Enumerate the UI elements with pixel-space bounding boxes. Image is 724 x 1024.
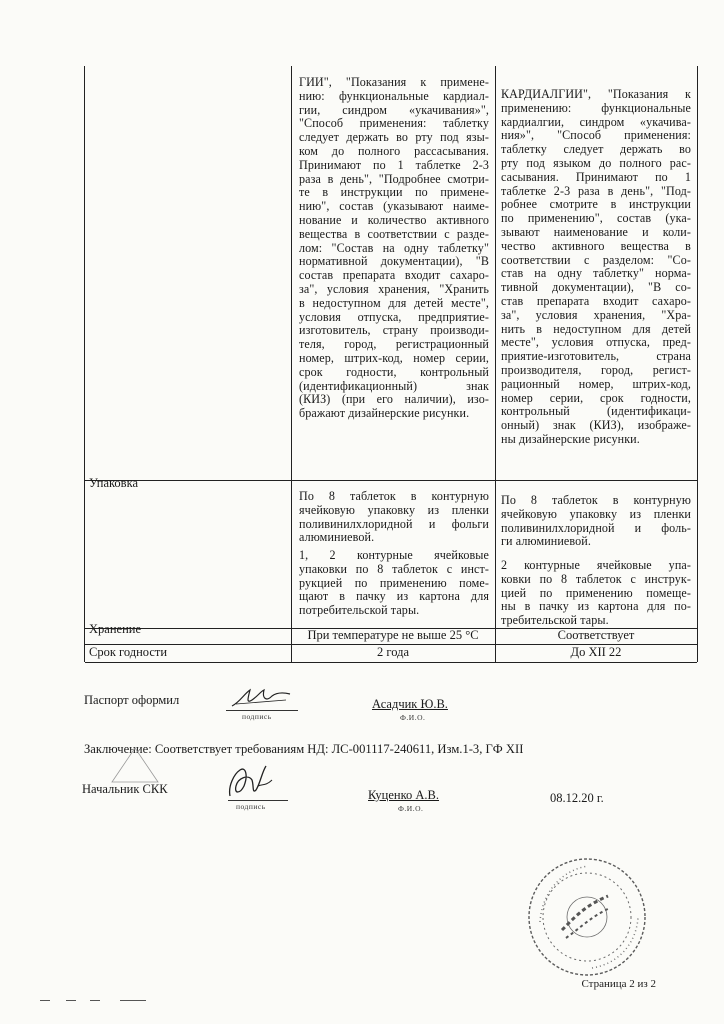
text-line: месте", условия отпуска, пред- [501, 335, 691, 350]
packaging-spec-paragraph-1 [299, 490, 489, 545]
text-line: кардиалгии, синдром «укачива- [501, 114, 691, 129]
text-line: таблетке 2-3 раза в день", "Под- [501, 183, 691, 198]
text-line: теля, город, регистрационный [299, 337, 489, 352]
table-row-divider [85, 480, 697, 481]
text-line: ком до полного рассасывания. [299, 143, 489, 158]
text-line: 1, 2 контурные ячейковые [299, 548, 489, 562]
text-line: следует держать во рту под язы- [299, 130, 489, 145]
text-line: номер, штрих-код, номер серии, [299, 350, 489, 365]
text-line: поливинилхлоридной и фольги [299, 516, 489, 531]
specification-table [84, 66, 698, 662]
text-line: гии, синдром «укачивания»", [299, 102, 489, 117]
packaging-label: Упаковка [89, 476, 139, 490]
text-line: нормативной документации), "В [299, 254, 489, 269]
labeling-spec-text [299, 76, 489, 421]
text-line: тивной документации), "В со- [501, 280, 691, 295]
passport-signature [226, 684, 296, 712]
text-line: потребительской тары. [299, 603, 420, 618]
text-line: лом: "Состав на одну таблетку" [299, 240, 489, 255]
passport-signature-caption: подпись [242, 712, 272, 721]
round-stamp [522, 852, 652, 982]
text-line: изготовитель, страну производи- [299, 323, 489, 338]
shelf-life-spec: 2 года [377, 645, 409, 659]
text-line: поливинилхлоридной и фоль- [501, 520, 691, 535]
text-line: "Способ применения: таблетку [299, 116, 489, 131]
conclusion-text: Заключение: Соответствует требованиям НД: ЛС-001117-240611, Изм.1-3, ГФ XII [84, 742, 524, 756]
text-line: номер серии, срок годности, [501, 390, 691, 405]
text-line: 2 контурные ячейковые упа- [501, 558, 691, 572]
passport-name-caption: Ф.И.О. [400, 713, 426, 722]
text-line: По 8 таблеток в контурную [501, 493, 691, 507]
text-line: таблетку следует держать во [501, 142, 691, 157]
text-line: соответствии с разделом: "Со- [501, 252, 691, 267]
text-line: рукцией по применению поме- [299, 575, 489, 590]
text-line: ГИИ", "Показания к примене- [299, 75, 489, 89]
text-line: контрольный (идентификаци- [501, 404, 691, 419]
text-line: приятие-изготовитель, страна [501, 349, 691, 364]
text-line: чество активного вещества в [501, 238, 691, 253]
passport-name: Асадчик Ю.В. [372, 697, 448, 711]
faint-stamp-triangle [108, 744, 162, 786]
storage-label: Хранение [89, 622, 141, 636]
text-line: По 8 таблеток в контурную [299, 489, 489, 503]
text-line: срок годности, контрольный [299, 364, 489, 379]
table-row-divider [85, 662, 697, 663]
head-signature [222, 756, 284, 804]
text-line: Принимают по 1 таблетке 2-3 [299, 157, 489, 172]
scan-mark [90, 1000, 100, 1001]
text-line: по применению", состав (ука- [501, 211, 691, 226]
text-line: те в инструкции по примене- [299, 185, 489, 200]
passport-signature-line [226, 710, 298, 711]
text-line: робнее смотрите в инструкции [501, 197, 691, 212]
labeling-actual-text [501, 88, 691, 447]
head-name: Куценко А.В. [368, 788, 440, 802]
text-line: ги алюминиевой. [501, 534, 591, 549]
text-line: (идентификационный) знак [299, 378, 489, 393]
text-line: сасывания. Принимают по 1 [501, 169, 691, 184]
head-name-caption: Ф.И.О. [398, 804, 424, 813]
text-line: став на одну таблетку" норма- [501, 266, 691, 281]
scan-mark [40, 1000, 50, 1001]
text-line: в недоступном для детей месте", [299, 295, 489, 310]
text-line: состав препарата входит сахаро- [299, 268, 489, 283]
text-line: КАРДИАЛГИИ", "Показания к [501, 87, 691, 101]
text-line: требительской тары. [501, 613, 609, 628]
storage-actual: Соответствует [557, 628, 635, 642]
head-signature-line [228, 800, 288, 801]
table-column-divider [495, 66, 496, 662]
scan-mark [66, 1000, 76, 1001]
packaging-actual-paragraph-1 [501, 494, 691, 549]
text-line: ния»", "Способ применения: [501, 128, 691, 143]
text-line: нование и количество активного [299, 212, 489, 227]
text-line: применению: функциональные [501, 100, 691, 115]
text-line: ны в пачку из картона для по- [501, 599, 691, 614]
packaging-actual-paragraph-2 [501, 559, 691, 628]
text-line: ковки по 8 таблеток с инструк- [501, 571, 691, 586]
text-line: рационный номер, штрих-код, [501, 376, 691, 391]
text-line: за", условия хранения, "Хранить [299, 281, 489, 296]
packaging-spec-paragraph-2 [299, 549, 489, 618]
shelf-life-actual: До XII 22 [570, 645, 622, 659]
text-line: щают в пачку из картона для [299, 589, 489, 604]
text-line: нию", состав (указывают наиме- [299, 199, 489, 214]
page-number: Страница 2 из 2 [581, 978, 656, 990]
text-line: условия отпуска, предприятие- [299, 309, 489, 324]
text-line: раза в день", "Подробнее смотри- [299, 171, 489, 186]
text-line: ячейковую упаковку из пленки [299, 502, 489, 517]
shelf-life-label: Срок годности [89, 645, 168, 659]
text-line: нию: функциональные кардиал- [299, 88, 489, 103]
scan-mark [120, 1000, 146, 1001]
head-label: Начальник СКК [82, 782, 168, 796]
text-line: бражают дизайнерские рисунки. [299, 406, 470, 421]
text-line: цией по применению помеще- [501, 585, 691, 600]
head-signature-caption: подпись [236, 802, 266, 811]
passport-label: Паспорт оформил [84, 693, 180, 707]
text-line: алюминиевой. [299, 530, 375, 545]
text-line: за", условия хранения, "Хра- [501, 307, 691, 322]
text-line: (КИЗ) (при его наличии), изо- [299, 392, 489, 407]
text-line: онный) знак (КИЗ), изображе- [501, 418, 691, 433]
text-line: зывают наименование и коли- [501, 224, 691, 239]
conclusion-date: 08.12.20 г. [550, 791, 604, 805]
text-line: упаковки по 8 таблеток с инст- [299, 561, 489, 576]
text-line: нить в недоступном для детей [501, 321, 691, 336]
text-line: став препарата входит сахаро- [501, 293, 691, 308]
text-line: производителя, город, регист- [501, 362, 691, 377]
text-line: рту под языком до полного рас- [501, 155, 691, 170]
table-column-divider [291, 66, 292, 662]
text-line: ны дизайнерские рисунки. [501, 431, 640, 446]
text-line: ячейковую упаковку из пленки [501, 506, 691, 521]
storage-spec: При температуре не выше 25 °С [307, 628, 479, 642]
text-line: вещества в соответствии с разде- [299, 226, 489, 241]
